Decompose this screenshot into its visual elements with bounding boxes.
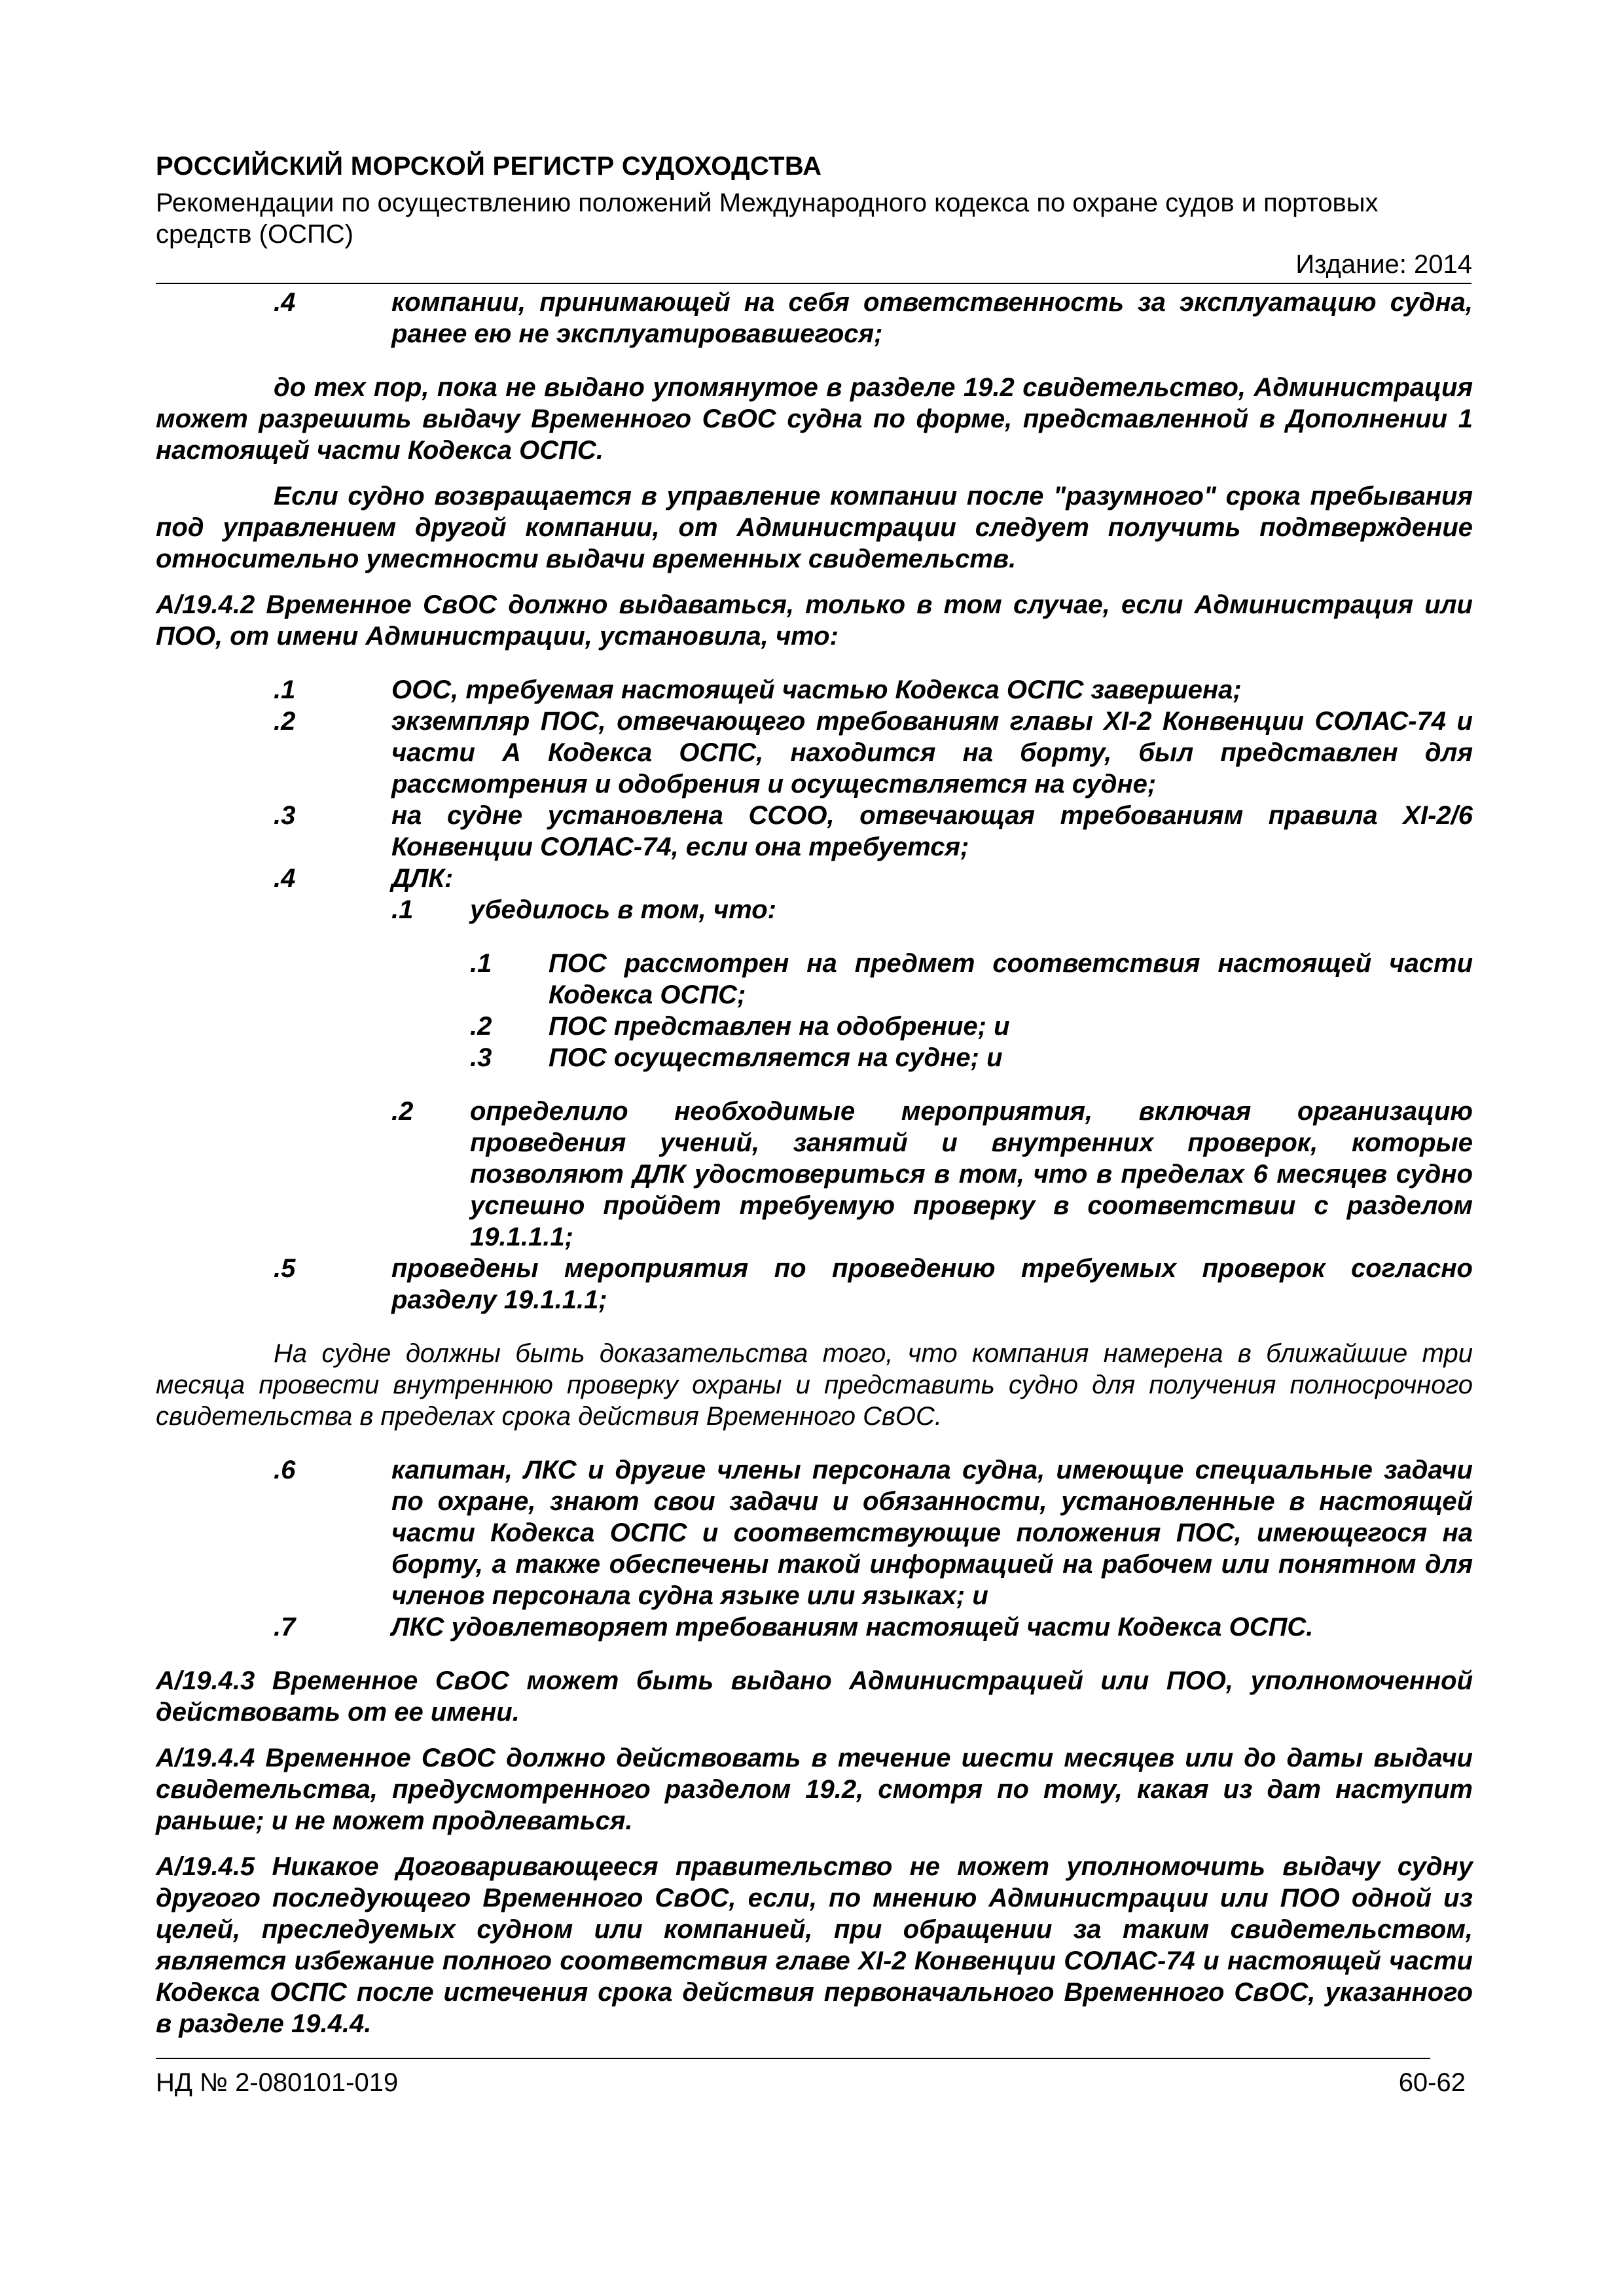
nested-list-item-text: ПОС рассмотрен на предмет соответствия настоящей части Кодекса ОСПС; (549, 949, 1473, 1009)
nested-list-item (156, 1011, 1473, 1042)
list-item (156, 1611, 1473, 1643)
header-title: РОССИЙСКИЙ МОРСКОЙ РЕГИСТР СУДОХОДСТВА (156, 152, 822, 181)
paragraph-until: до тех пор, пока не выдано упомянутое в разделе 19.2 свидетельство, Администрация может разрешить выдачу Временного СвОС судна по форме, представленной в Дополнении 1 настоящей части Кодекса ОСПС. (156, 373, 1473, 465)
header-divider (156, 283, 1471, 284)
list-item-number: .1 (274, 675, 296, 704)
note-paragraph: На судне должны быть доказательства того, что компания намерена в ближайшие три месяца провести внутреннюю проверку охраны и представить судно для получения полносрочного свидетельства в пределах срока действия Временного СвОС. (156, 1339, 1473, 1431)
list-item (156, 287, 1473, 350)
list-item-text: проведены мероприятия по проведению требуемых проверок согласно разделу 19.1.1.1; (391, 1254, 1473, 1314)
requirements-list (156, 674, 1473, 1316)
list-item (156, 1454, 1473, 1611)
list-item-text: ООС, требуемая настоящей частью Кодекса ОСПС завершена; (391, 675, 1242, 704)
list-item (156, 1253, 1473, 1316)
document-body (156, 287, 1473, 2039)
section-a-19-4-4: A/19.4.4 Временное СвОС должно действовать в течение шести месяцев или до даты выдачи свидетельства, предусмотренного разделом 19.2, смотря по тому, какая из дат наступит раньше; и не может продлеваться. (156, 1744, 1473, 1835)
paragraph-return: Если судно возвращается в управление компании после "разумного" срока пребывания под управлением другой компании, от Администрации следует получить подтверждение относительно уместности выдачи временных свидетельств. (156, 482, 1473, 573)
list-item-text: компании, принимающей на себя ответственность за эксплуатацию судна, ранее ею не эксплуатировавшегося; (391, 288, 1473, 348)
sub-list-item-number: .1 (391, 895, 414, 924)
sub-list-item-text: убедилось в том, что: (470, 895, 776, 924)
requirements-list-continued (156, 1454, 1473, 1643)
nested-list-item-text: ПОС представлен на одобрение; и (549, 1012, 1010, 1041)
section-a-19-4-2: A/19.4.2 Временное СвОС должно выдаваться, только в том случае, если Администрация или ПОО, от имени Администрации, установила, что: (156, 590, 1473, 651)
list-item (156, 800, 1473, 863)
list-item-number: .2 (274, 707, 296, 736)
section-a-19-4-3: A/19.4.3 Временное СвОС может быть выдано Администрацией или ПОО, уполномоченной действовать от ее имени. (156, 1666, 1473, 1727)
nested-list-item-number: .1 (470, 949, 492, 978)
header-subtitle: Рекомендации по осуществлению положений Международного кодекса по охране судов и портовых средств (ОСПС) (156, 188, 1379, 249)
list-item-text: на судне установлена ССОО, отвечающая требованиям правила XI-2/6 Конвенции СОЛАС-74, если она требуется; (391, 801, 1473, 861)
nested-list-item-number: .2 (470, 1012, 492, 1041)
section-a-19-4-5: A/19.4.5 Никакое Договаривающееся правительство не может уполномочить выдачу судну другого последующего Временного СвОС, если, по мнению Администрации или ПОО одной из целей, преследуемых судном или компанией, при обращении за таким свидетельством, является избежание полного соответствия главе XI-2 Конвенции СОЛАС-74 и настоящей части Кодекса ОСПС после истечения срока действия первоначального Временного СвОС, указанного в разделе 19.4.4. (156, 1852, 1473, 2038)
list-item-text: экземпляр ПОС, отвечающего требованиям главы XI-2 Конвенции СОЛАС-74 и части А Кодекса ОСПС, находится на борту, был представлен для рассмотрения и одобрения и осуществляется на судне; (391, 707, 1473, 798)
header-edition: Издание: 2014 (1295, 250, 1472, 279)
nested-list-item-text: ПОС осуществляется на судне; и (549, 1043, 1003, 1072)
list-item-number: .7 (274, 1613, 296, 1641)
list-item-text: капитан, ЛКС и другие члены персонала судна, имеющие специальные задачи по охране, знают свои задачи и обязанности, установленные в настоящей части Кодекса ОСПС и соответствующие положения ПОС, имеющегося на борту, а также обеспечены такой информацией на рабочем или понятном для членов персонала судна языке или языках; и (391, 1456, 1473, 1610)
list-item-number: .6 (274, 1456, 296, 1484)
nested-list (156, 948, 1473, 1073)
list-item (156, 706, 1473, 800)
list-item-number: .3 (274, 801, 296, 830)
list-item (156, 674, 1473, 706)
footer-divider (156, 2058, 1430, 2059)
footer-page-number: 60-62 (1398, 2068, 1466, 2097)
list-item-number: .4 (274, 864, 296, 893)
footer-doc-number: НД № 2-080101-019 (156, 2068, 399, 2097)
list-item-text: ДЛК: (391, 864, 454, 893)
list-item-number: .4 (274, 288, 296, 317)
nested-list-item (156, 948, 1473, 1011)
nested-list-item-number: .3 (470, 1043, 492, 1072)
sub-list-item-number: .2 (391, 1097, 414, 1126)
nested-list-item (156, 1042, 1473, 1073)
sub-list-item (156, 894, 1473, 925)
list-item-number: .5 (274, 1254, 296, 1283)
list-item (156, 863, 1473, 894)
list-item-text: ЛКС удовлетворяет требованиям настоящей части Кодекса ОСПС. (391, 1613, 1314, 1641)
sub-list-item (156, 1096, 1473, 1253)
sub-list-item-text: определило необходимые мероприятия, включая организацию проведения учений, занятий и внутренних проверок, которые позволяют ДЛК удостовериться в том, что в пределах 6 месяцев судно успешно пройдет требуемую проверку в соответствии с разделом 19.1.1.1; (470, 1097, 1473, 1251)
